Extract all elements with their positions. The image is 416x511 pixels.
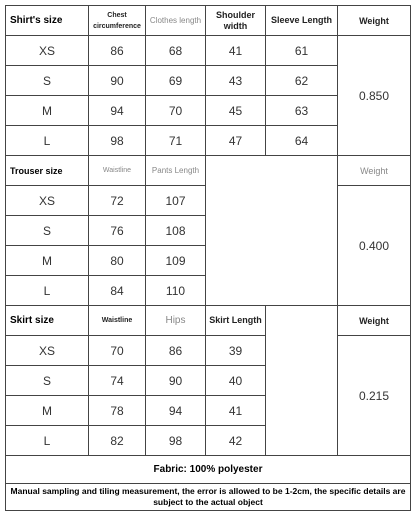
size-label: M <box>6 96 89 126</box>
table-cell: 110 <box>146 276 206 306</box>
table-cell: 90 <box>146 366 206 396</box>
table-cell: 41 <box>206 36 266 66</box>
fabric-row <box>6 456 411 484</box>
empty-cell <box>206 156 338 306</box>
trouser-weight-header: Weight <box>338 156 411 186</box>
size-label: S <box>6 66 89 96</box>
table-cell: 68 <box>146 36 206 66</box>
table-row <box>6 36 411 66</box>
table-cell: 109 <box>146 246 206 276</box>
sleeve-length-header: Sleeve Length <box>266 6 338 36</box>
table-cell: 45 <box>206 96 266 126</box>
table-cell: 72 <box>89 186 146 216</box>
skirt-size-title: Skirt size <box>6 306 89 336</box>
table-cell: 74 <box>89 366 146 396</box>
table-cell: 40 <box>206 366 266 396</box>
size-chart <box>5 5 411 511</box>
size-chart-table <box>5 5 410 507</box>
size-label: M <box>6 246 89 276</box>
hips-header: Hips <box>146 306 206 336</box>
measurement-note: Manual sampling and tiling measurement, the error is allowed to be 1-2cm, the specific details are subject to the actual object <box>6 484 411 511</box>
table-cell: 80 <box>89 246 146 276</box>
fabric-text: Fabric: 100% polyester <box>6 456 411 484</box>
table-cell: 94 <box>146 396 206 426</box>
table-cell: 71 <box>146 126 206 156</box>
table-cell: 64 <box>266 126 338 156</box>
table-cell: 86 <box>89 36 146 66</box>
size-label: M <box>6 396 89 426</box>
trouser-size-title: Trouser size <box>6 156 89 186</box>
table-cell: 94 <box>89 96 146 126</box>
table-cell: 42 <box>206 426 266 456</box>
table-cell: 98 <box>89 126 146 156</box>
trouser-weight-value: 0.400 <box>338 186 411 306</box>
size-label: L <box>6 426 89 456</box>
table-cell: 70 <box>89 336 146 366</box>
table-cell: 41 <box>206 396 266 426</box>
table-cell: 82 <box>89 426 146 456</box>
size-label: S <box>6 216 89 246</box>
shirt-size-title: Shirt's size <box>6 6 89 36</box>
shirt-weight-value: 0.850 <box>338 36 411 156</box>
size-label: L <box>6 126 89 156</box>
waistline-header: Waistline <box>89 306 146 336</box>
skirt-weight-header: Weight <box>338 306 411 336</box>
trouser-header-row <box>6 156 411 186</box>
size-label: XS <box>6 186 89 216</box>
table-cell: 70 <box>146 96 206 126</box>
table-cell: 84 <box>89 276 146 306</box>
table-cell: 78 <box>89 396 146 426</box>
table-cell: 62 <box>266 66 338 96</box>
shoulder-width-header: Shoulder width <box>206 6 266 36</box>
table-cell: 98 <box>146 426 206 456</box>
table-row <box>6 336 411 366</box>
table-cell: 86 <box>146 336 206 366</box>
size-label: L <box>6 276 89 306</box>
clothes-length-header: Clothes length <box>146 6 206 36</box>
size-label: S <box>6 366 89 396</box>
table-cell: 61 <box>266 36 338 66</box>
waistline-header: Waistline <box>89 156 146 186</box>
size-label: XS <box>6 336 89 366</box>
pants-length-header: Pants Length <box>146 156 206 186</box>
shirt-header-row <box>6 6 411 36</box>
table-cell: 63 <box>266 96 338 126</box>
table-cell: 47 <box>206 126 266 156</box>
chest-circumference-header: Chest circumference <box>89 6 146 36</box>
skirt-length-header: Skirt Length <box>206 306 266 336</box>
table-cell: 39 <box>206 336 266 366</box>
size-label: XS <box>6 36 89 66</box>
table-cell: 76 <box>89 216 146 246</box>
table-cell: 69 <box>146 66 206 96</box>
table-cell: 108 <box>146 216 206 246</box>
empty-cell <box>266 306 338 456</box>
shirt-weight-header: Weight <box>338 6 411 36</box>
skirt-weight-value: 0.215 <box>338 336 411 456</box>
note-row <box>6 484 411 511</box>
table-cell: 43 <box>206 66 266 96</box>
table-cell: 107 <box>146 186 206 216</box>
table-cell: 90 <box>89 66 146 96</box>
skirt-header-row <box>6 306 411 336</box>
